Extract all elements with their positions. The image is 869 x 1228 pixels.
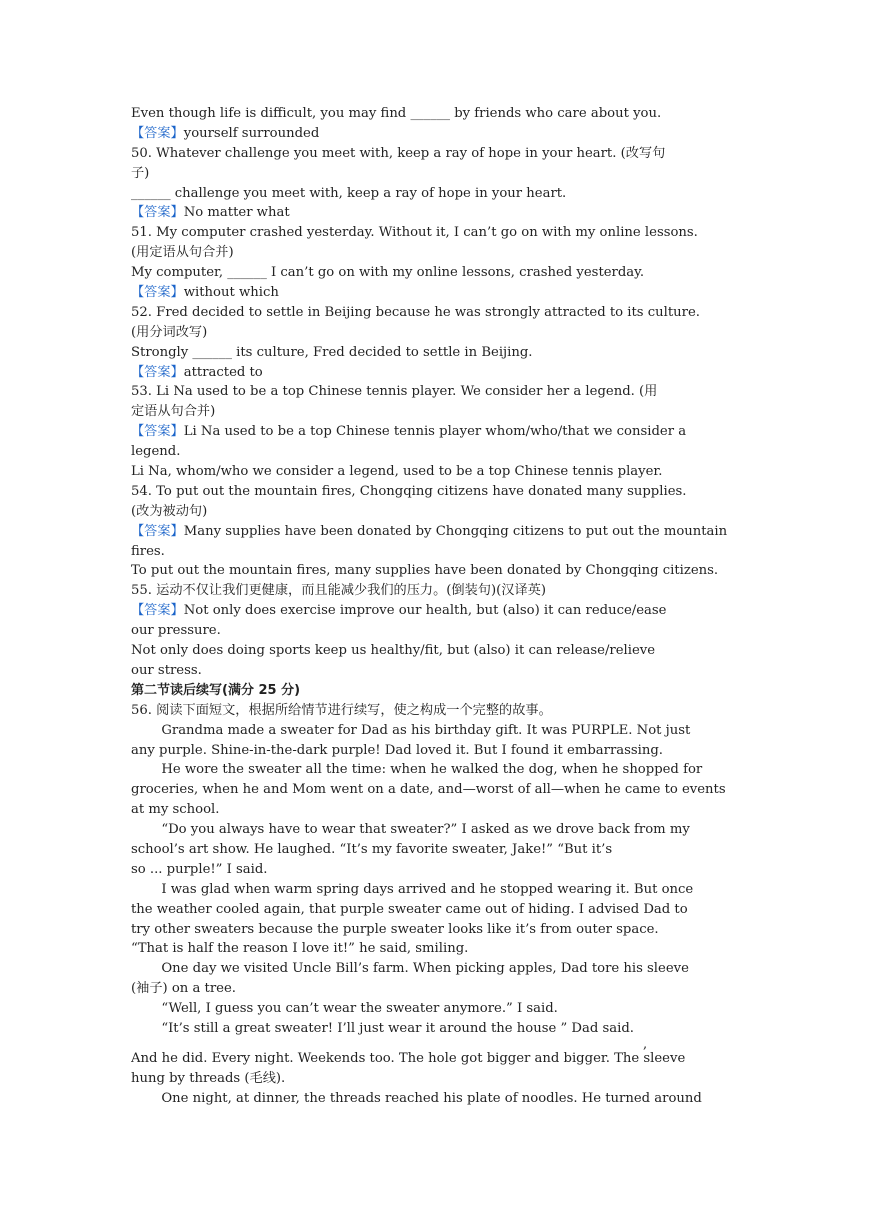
stray-comma: , xyxy=(643,1037,648,1052)
answer-tag: 【答案】 xyxy=(131,364,184,380)
story-line: so ... purple!” I said. xyxy=(131,861,268,877)
story-line: I was glad when warm spring days arrived and he stopped wearing it. But once xyxy=(161,881,694,897)
answer-line xyxy=(131,363,738,383)
story-line: (袖子) on a tree. xyxy=(131,981,236,997)
story-line: “It’s still a great sweater! I’ll just wear it around the house ” Dad said. xyxy=(161,1020,634,1036)
answer-tag: 【答案】 xyxy=(131,603,184,619)
answer-text: Li Na used to be a top Chinese tennis player whom/who/that we consider a xyxy=(183,424,687,440)
story-line: any purple. Shine-in-the-dark purple! Dad loved it. But I found it embarrassing. xyxy=(131,742,663,758)
story-line: try other sweaters because the purple sweater looks like it’s from outer space. xyxy=(131,921,659,937)
answer-line xyxy=(131,422,738,442)
answer-line xyxy=(131,124,738,144)
story-line: “Well, I guess you can’t wear the sweater anymore.” I said. xyxy=(161,1001,558,1017)
answer-text: Many supplies have been donated by Chongqing citizens to put out the mountain xyxy=(183,523,728,539)
story-line: hung by threads (毛线). xyxy=(131,1070,286,1086)
question-52: 52. Fred decided to settle in Beijing because he was strongly attracted to its culture. xyxy=(131,304,700,320)
answer-line xyxy=(131,522,738,542)
story-line: And he did. Every night. Weekends too. The hole got bigger and bigger. The sleeve xyxy=(131,1050,686,1066)
story-line: school’s art show. He laughed. “It’s my favorite sweater, Jake!” “But it’s xyxy=(131,841,613,857)
answer-alt: Not only does doing sports keep us healthy/fit, but (also) it can release/relieve xyxy=(131,643,656,659)
answer-line xyxy=(131,601,738,621)
story-line: “Do you always have to wear that sweater?” I asked as we drove back from my xyxy=(161,822,690,838)
answer-text: yourself surrounded xyxy=(183,125,320,141)
story-line: “That is half the reason I love it!” he said, smiling. xyxy=(131,941,469,957)
answer-cont: fires. xyxy=(131,543,165,559)
question-53-cont: 定语从句合并) xyxy=(131,404,216,420)
question-54: 54. To put out the mountain fires, Chongqing citizens have donated many supplies. xyxy=(131,483,687,499)
question-51-cont: (用定语从句合并) xyxy=(131,245,234,261)
text-line: Even though life is difficult, you may find ______ by friends who care about you. xyxy=(131,106,662,121)
question-53: 53. Li Na used to be a top Chinese tennis player. We consider her a legend. (用 xyxy=(131,384,658,400)
answer-line xyxy=(131,283,738,303)
answer-tag: 【答案】 xyxy=(131,125,184,141)
answer-text: without which xyxy=(183,285,279,301)
answer-cont: legend. xyxy=(131,444,181,460)
question-54-cont: (改为被动句) xyxy=(131,503,208,519)
answer-tag: 【答案】 xyxy=(131,205,184,221)
question-55: 55. 运动不仅让我们更健康，而且能减少我们的压力。(倒装句)(汉译英) xyxy=(131,583,546,599)
story-line: One night, at dinner, the threads reached his plate of noodles. He turned around xyxy=(161,1090,702,1106)
question-56: 56. 阅读下面短文，根据所给情节进行续写，使之构成一个完整的故事。 xyxy=(131,702,552,718)
answer-cont: our pressure. xyxy=(131,623,221,639)
story-line: at my school. xyxy=(131,802,220,818)
story-line: He wore the sweater all the time: when he walked the dog, when he shopped for xyxy=(161,762,703,778)
story-line: groceries, when he and Mom went on a date, and—worst of all—when he came to events xyxy=(131,782,726,798)
story-line: the weather cooled again, that purple sweater came out of hiding. I advised Dad to xyxy=(131,901,688,917)
answer-text: attracted to xyxy=(183,364,263,380)
story-line: Grandma made a sweater for Dad as his birthday gift. It was PURPLE. Not just xyxy=(161,722,691,738)
story-line: One day we visited Uncle Bill’s farm. When picking apples, Dad tore his sleeve xyxy=(161,961,689,977)
answer-tag: 【答案】 xyxy=(131,523,184,539)
section-heading: 第二节读后续写(满分 25 分) xyxy=(131,682,301,698)
question-52-blank: Strongly ______ its culture, Fred decided to settle in Beijing. xyxy=(131,344,533,360)
question-52-cont: (用分词改写) xyxy=(131,324,208,340)
question-51-blank: My computer, ______ I can’t go on with my online lessons, crashed yesterday. xyxy=(131,265,645,281)
question-50-cont: 子) xyxy=(131,165,150,181)
answer-tag: 【答案】 xyxy=(131,285,184,301)
answer-alt-cont: our stress. xyxy=(131,662,202,678)
answer-alt: Li Na, whom/who we consider a legend, used to be a top Chinese tennis player. xyxy=(131,464,663,480)
question-50: 50. Whatever challenge you meet with, keep a ray of hope in your heart. (改写句 xyxy=(131,145,666,161)
answer-tag: 【答案】 xyxy=(131,424,184,440)
answer-text: No matter what xyxy=(183,205,290,221)
answer-line xyxy=(131,203,738,223)
answer-alt: To put out the mountain fires, many supplies have been donated by Chongqing citizens. xyxy=(131,563,719,579)
answer-text: Not only does exercise improve our health, but (also) it can reduce/ease xyxy=(183,603,667,619)
question-51: 51. My computer crashed yesterday. Without it, I can’t go on with my online lessons. xyxy=(131,225,698,241)
question-50-blank: ______ challenge you meet with, keep a ray of hope in your heart. xyxy=(131,185,567,201)
document-page xyxy=(131,104,738,1109)
